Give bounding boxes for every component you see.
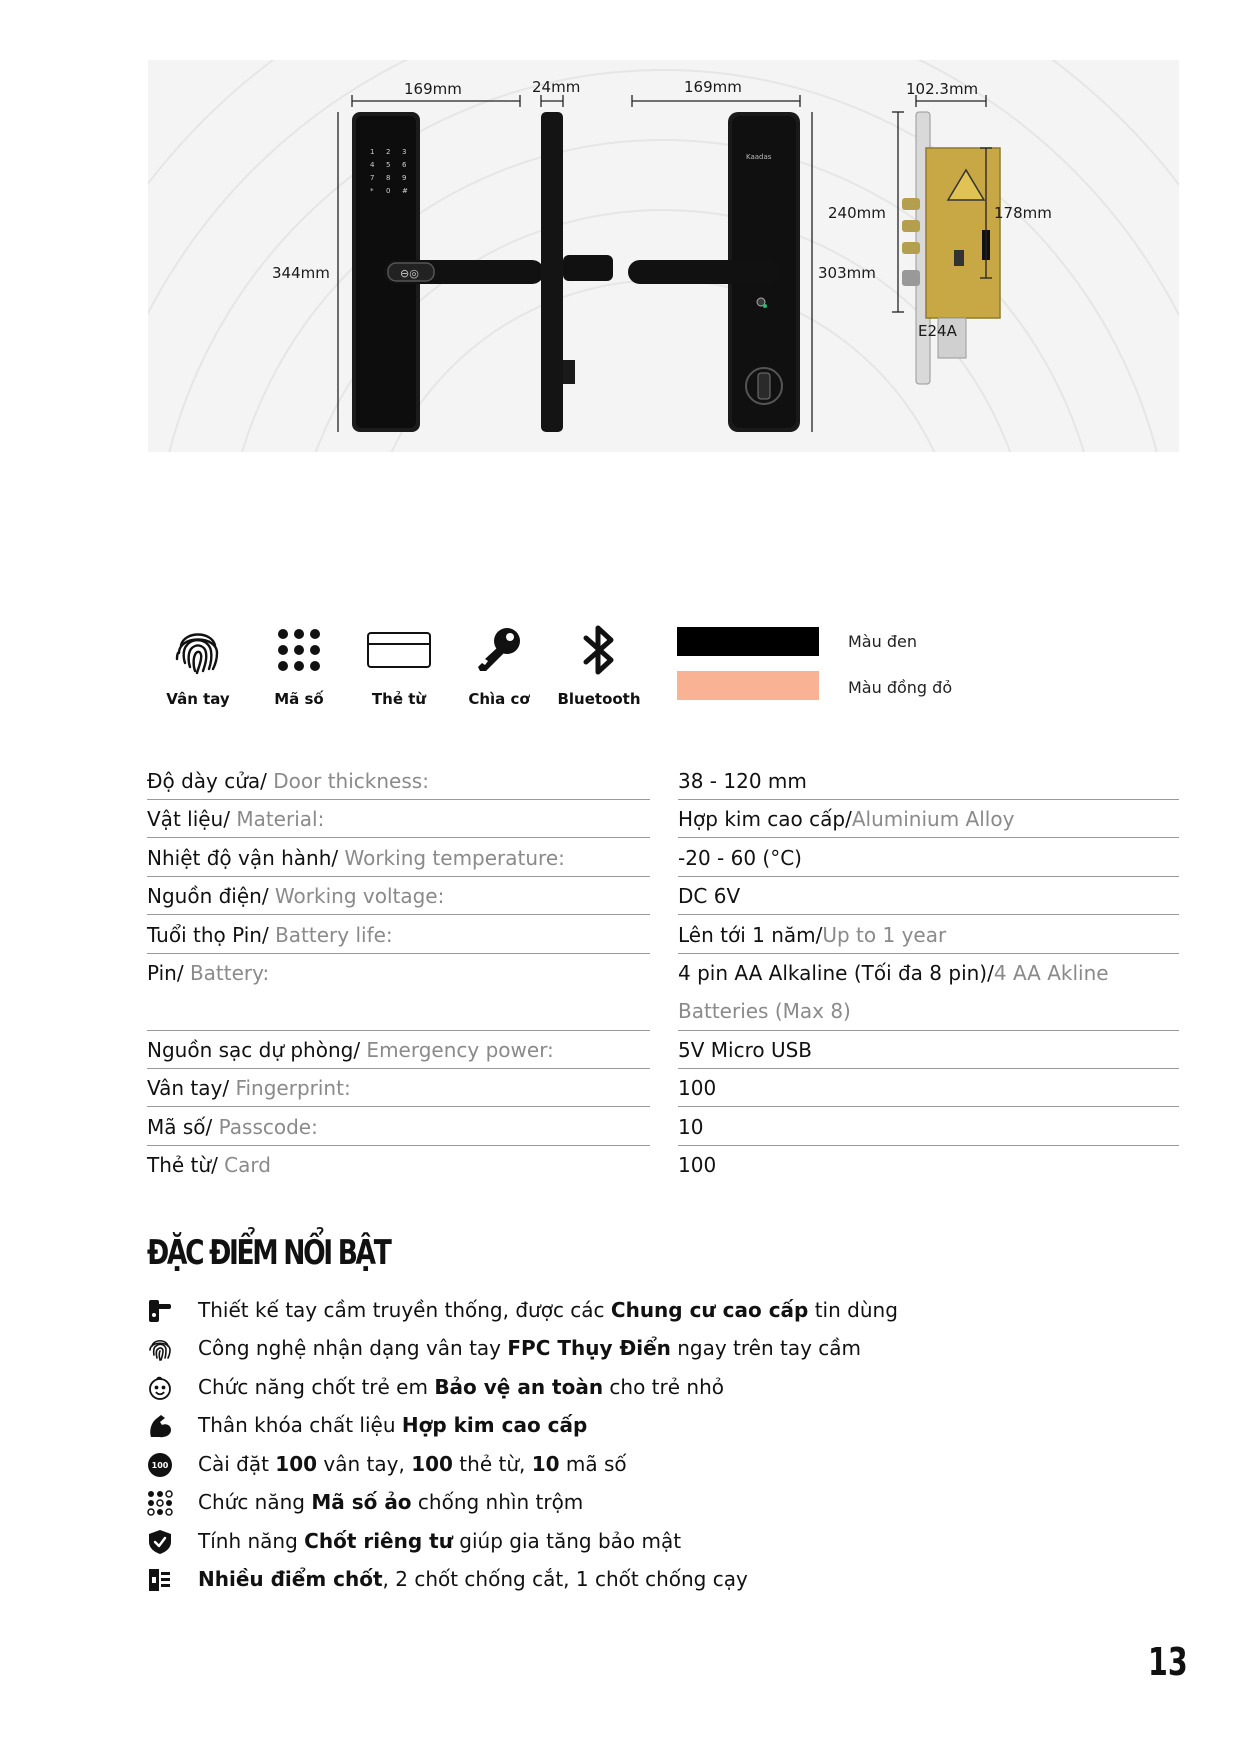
spec-value: -20 - 60 (°C) [678,846,802,870]
keypad-dots-icon [147,1490,173,1516]
spec-value: 100 [678,1153,717,1177]
baby-face-icon [147,1375,173,1401]
key-icon [449,620,549,680]
color-label-copper: Màu đồng đỏ [848,678,953,697]
highlight-item [147,1486,1047,1518]
highlight-text-part: vân tay, [317,1452,412,1476]
highlight-item [147,1294,1047,1326]
card-icon [349,620,449,680]
spec-label: Vật liệu/ Material: [147,807,325,831]
highlight-text-part: 10 [531,1452,560,1476]
keypad-key: * [370,187,374,195]
back-lock-view [628,112,800,432]
highlight-text-part: Tính năng [198,1529,305,1553]
highlight-text-part: giúp gia tăng bảo mật [452,1529,682,1553]
page-number: 13 [1148,1640,1188,1684]
highlight-text-part: Chốt riêng tư [304,1529,453,1553]
highlight-text-part: Hợp kim cao cấp [401,1413,588,1437]
feature-card [349,620,449,708]
keypad-key: # [402,187,408,195]
highlight-text-part: Chức năng chốt trẻ em [198,1375,435,1399]
highlight-text-part: Công nghệ nhận dạng vân tay [198,1336,508,1360]
keypad-key: 3 [402,148,407,156]
multi-bolt-icon [147,1567,173,1593]
feature-label: Chìa cơ [468,690,530,708]
highlight-text-part: Nhiều điểm chốt [198,1567,383,1591]
highlight-text-part: Cài đặt [198,1452,276,1476]
spec-label: Mã số/ Passcode: [147,1115,318,1139]
brand-text: Kaadas [746,153,772,161]
keypad-key: 1 [370,148,375,156]
color-label-black: Màu đen [848,632,917,651]
feature-label: Vân tay [166,690,230,708]
highlight-text-part: Bảo vệ an toàn [434,1375,604,1399]
spec-value: Lên tới 1 năm/Up to 1 year [678,923,947,947]
feature-label: Mã số [274,690,324,708]
dim-back-height-2: 303mm [818,264,876,282]
color-swatch-black [677,627,819,656]
highlight-text-part: Chức năng [198,1490,312,1514]
spec-label: Pin/ Battery: [147,961,270,985]
fingerprint-icon [147,1336,173,1362]
dim-back-width: 169mm [684,78,742,96]
dim-mortise-height: 178mm [994,204,1052,222]
highlight-text-part: Thân khóa chất liệu [198,1413,402,1437]
keypad-key: 8 [386,174,391,182]
spec-value: DC 6V [678,884,741,908]
highlight-text [198,1294,898,1326]
spec-label: Thẻ từ/ Card [147,1153,271,1177]
dimension-diagram-svg [148,60,1179,452]
highlight-text-part: 100 [411,1452,453,1476]
highlight-text-part: chống nhìn trộm [411,1490,584,1514]
spec-label: Tuổi thọ Pin/ Battery life: [147,923,393,947]
mortise-model-label: E24A [918,322,957,340]
spec-value: 38 - 120 mm [678,769,807,793]
highlight-text-part: Mã số ảo [311,1490,412,1514]
front-lock-view [352,112,544,432]
highlights-title: ĐẶC ĐIỂM NỔI BẬT [147,1233,390,1273]
highlight-item [147,1371,1047,1403]
highlight-item [147,1525,1047,1557]
mortise-lock-view [902,112,1000,384]
feature-key [449,620,549,708]
product-dimension-diagram [148,60,1179,452]
dim-back-height-1: 240mm [828,204,886,222]
highlight-text-part: FPC Thụy Điển [507,1336,671,1360]
dim-front-width: 169mm [404,80,462,98]
highlight-text [198,1525,681,1557]
svg-text:100: 100 [151,1461,169,1470]
spec-label: Nguồn sạc dự phòng/ Emergency power: [147,1038,554,1062]
keypad-key: 4 [370,161,375,169]
spec-label: Nhiệt độ vận hành/ Working temperature: [147,846,565,870]
highlight-text [198,1448,627,1480]
badge-100-icon [147,1452,173,1478]
bluetooth-icon [549,620,649,680]
spec-value: 10 [678,1115,704,1139]
fingerprint-icon [148,620,248,680]
highlight-text-part: mã số [559,1452,627,1476]
spec-value: 4 pin AA Alkaline (Tối đa 8 pin)/4 AA Akline [678,961,1109,985]
dim-mortise-width: 102.3mm [906,80,979,98]
highlight-text-part: cho trẻ nhỏ [603,1375,724,1399]
spec-value-cont: Batteries (Max 8) [678,999,851,1023]
highlight-item [147,1332,1047,1364]
feature-label: Thẻ từ [371,690,427,708]
feature-label: Bluetooth [557,690,641,708]
muscle-arm-icon [147,1413,173,1439]
feature-bluetooth [549,620,649,708]
highlight-item [147,1448,1047,1480]
dim-side-depth: 24mm [532,78,581,96]
highlight-item [147,1563,1047,1595]
svg-text:⊖◎: ⊖◎ [400,267,419,280]
highlight-text [198,1563,748,1595]
background-arcs [148,60,1179,452]
feature-passcode [249,620,349,708]
handle-icon [147,1298,173,1324]
spec-label: Nguồn điện/ Working voltage: [147,884,445,908]
side-lock-view [541,112,613,432]
color-swatch-copper [677,671,819,700]
highlight-text [198,1371,724,1403]
highlight-text-part: 100 [275,1452,318,1476]
spec-value: 100 [678,1076,717,1100]
spec-label: Vân tay/ Fingerprint: [147,1076,351,1100]
shield-check-icon [147,1529,173,1555]
keypad-key: 5 [386,161,391,169]
highlight-text-part: Thiết kế tay cầm truyền thống, được các [198,1298,611,1322]
highlight-text-part: , 2 chốt chống cắt, 1 chốt chống cạy [382,1567,748,1591]
keypad-key: 6 [402,161,407,169]
spec-value: Hợp kim cao cấp/Aluminium Alloy [678,807,1015,831]
highlight-text [198,1409,587,1441]
spec-value: 5V Micro USB [678,1038,813,1062]
highlight-item [147,1409,1047,1441]
dim-front-height: 344mm [272,264,330,282]
keypad-key: 2 [386,148,391,156]
keypad-key: 9 [402,174,407,182]
keypad-dots-icon [249,620,349,680]
highlight-text-part: Chung cư cao cấp [610,1298,809,1322]
feature-fingerprint [148,620,248,708]
keypad-key: 7 [370,174,375,182]
highlight-text-part: ngay trên tay cầm [670,1336,862,1360]
highlight-text-part: thẻ từ, [452,1452,532,1476]
highlight-text [198,1486,583,1518]
spec-label: Độ dày cửa/ Door thickness: [147,769,429,793]
keypad-key: 0 [386,187,391,195]
back-handle [628,260,778,284]
highlight-text [198,1332,861,1364]
highlight-text-part: tin dùng [808,1298,898,1322]
